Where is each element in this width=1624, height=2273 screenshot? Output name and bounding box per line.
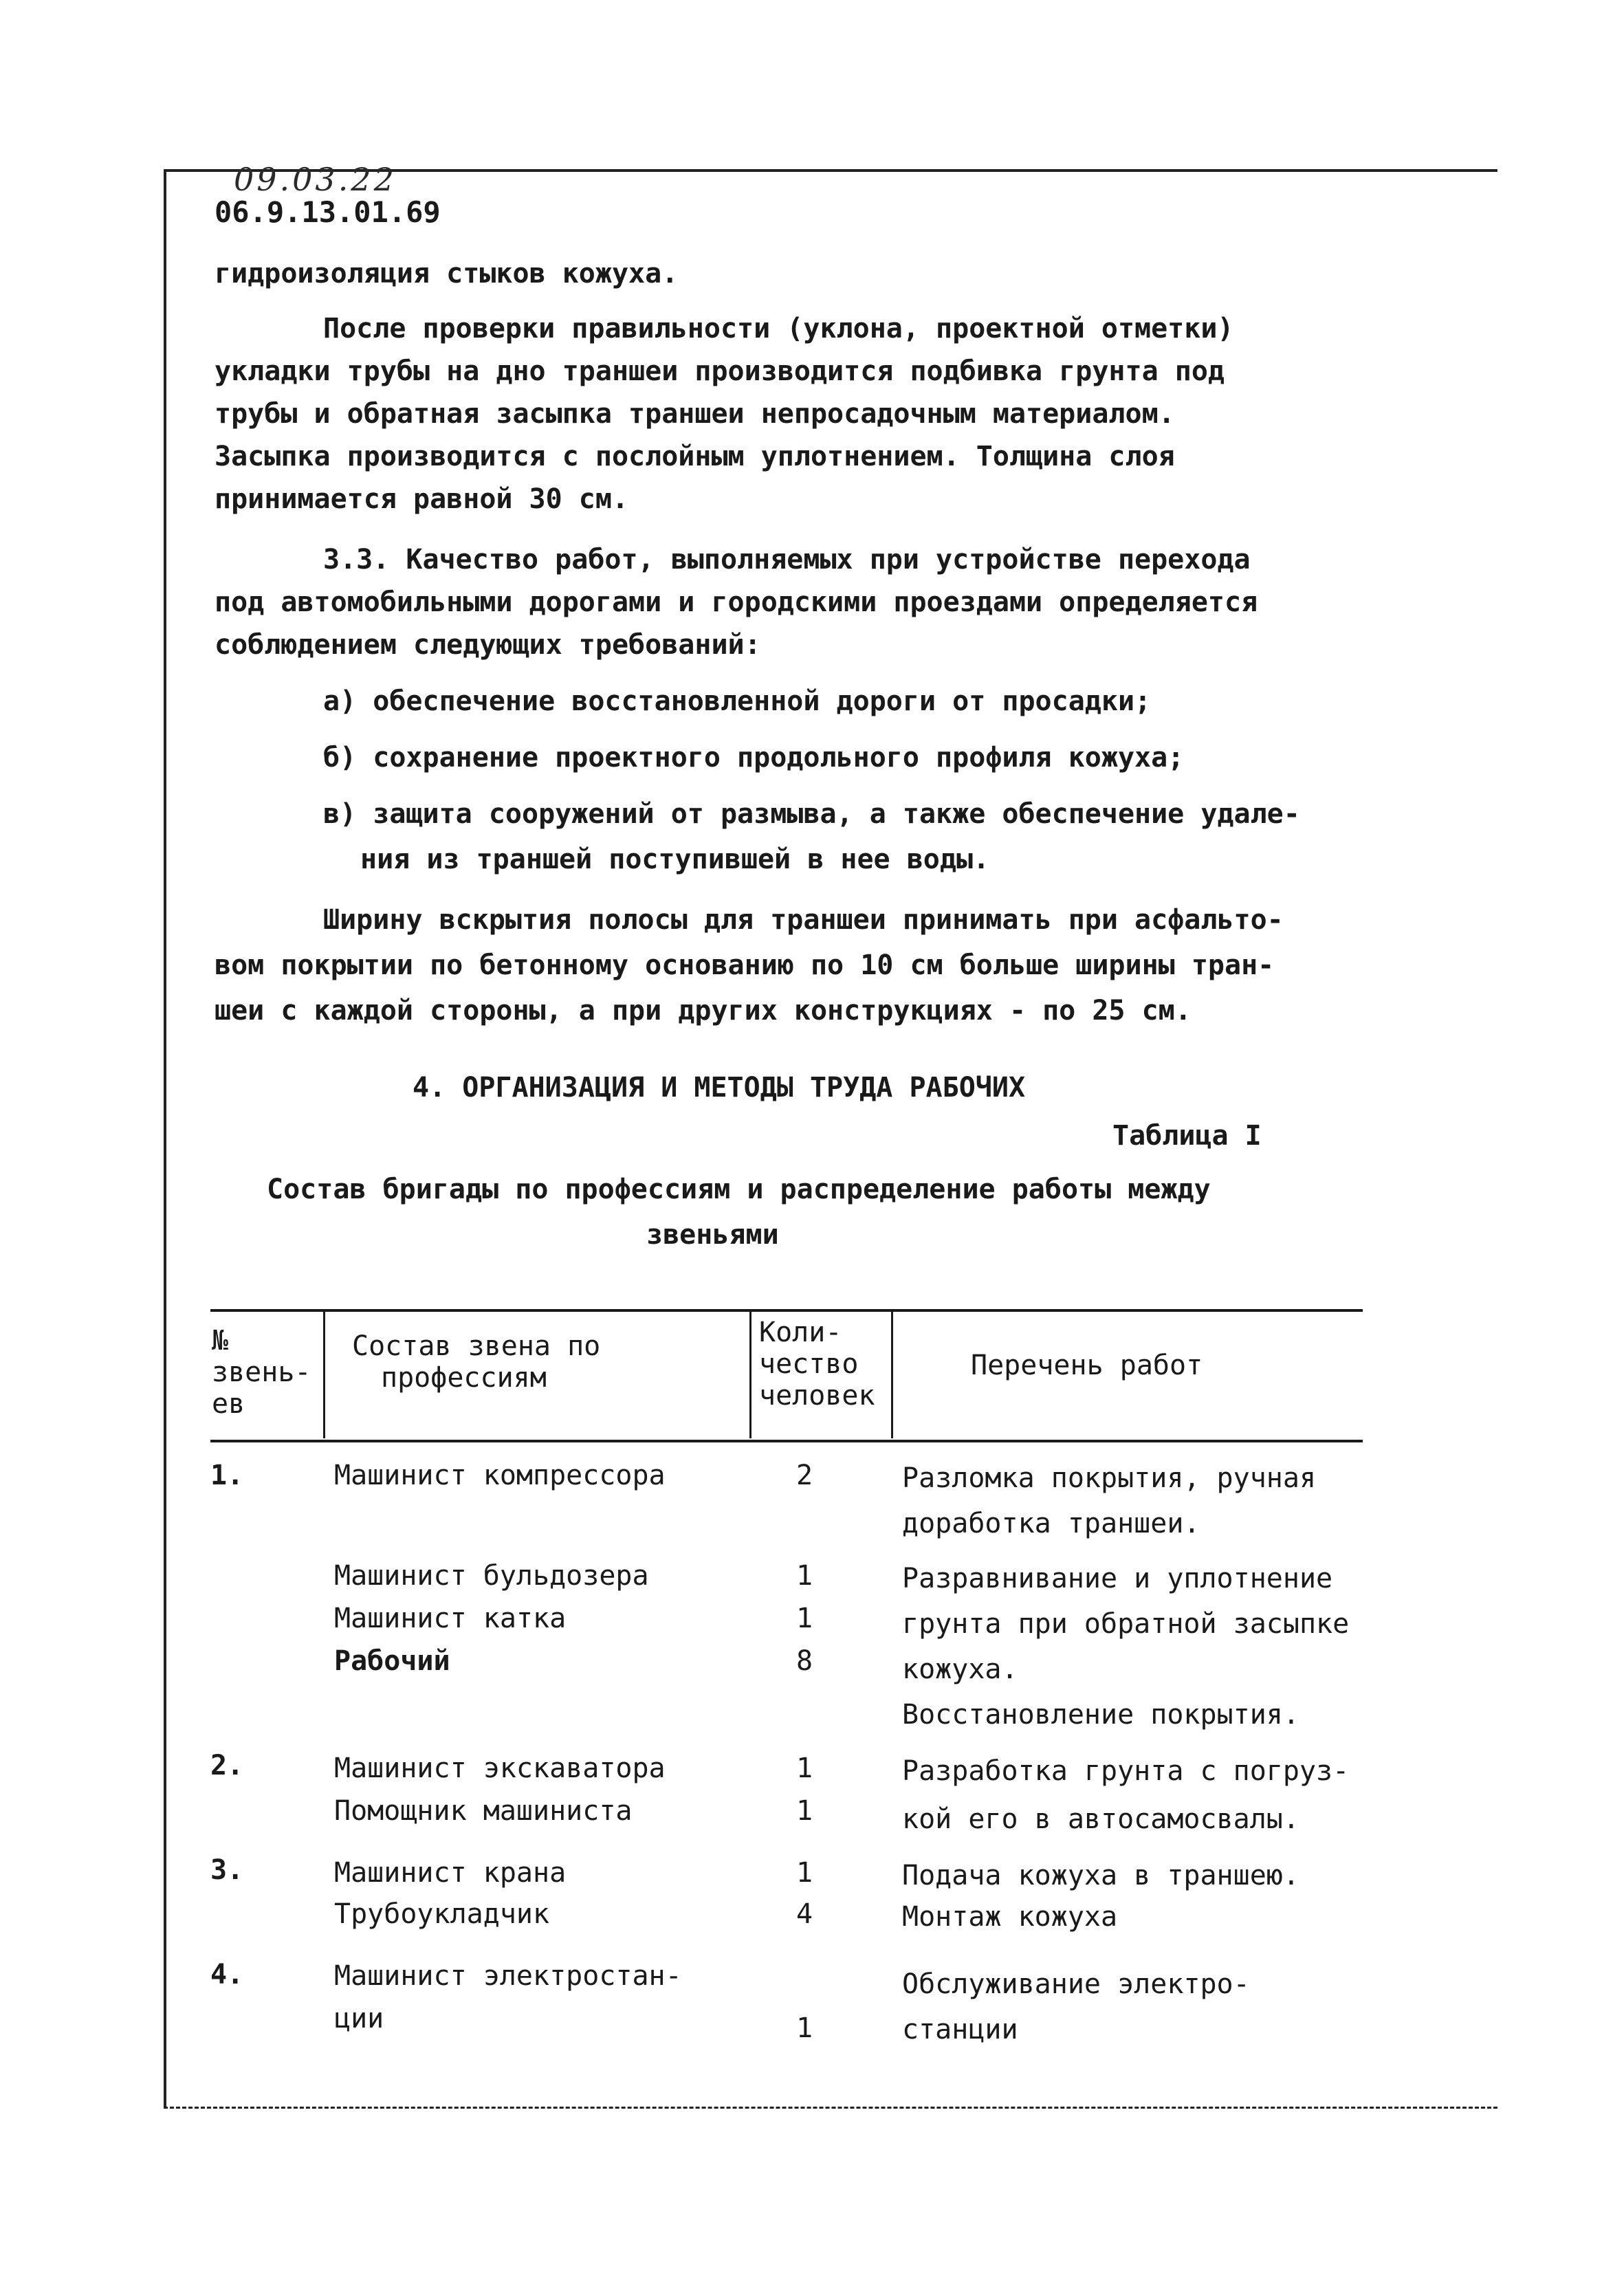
row-2-count-3: 8: [796, 1645, 813, 1677]
frame-left-line: [164, 169, 166, 2108]
paragraph-3-line-2: вом покрытии по бетонному основанию по 10 см больше ширины тран-: [215, 949, 1275, 981]
row-4-works-1: Подача кожуха в траншею.: [902, 1860, 1299, 1891]
row-5-staff-2: ции: [334, 2003, 384, 2034]
paragraph-2-line-2: под автомобильными дорогами и городскими проездами определяется: [215, 586, 1258, 618]
document-code: 06.9.13.01.69: [215, 195, 441, 229]
row-5-number: 4.: [210, 1959, 244, 1990]
row-1-count-1: 2: [796, 1460, 813, 1491]
list-item-b: б) сохранение проектного продольного профиля кожуха;: [323, 742, 1185, 773]
row-2-works-4: Восстановление покрытия.: [902, 1699, 1299, 1731]
row-3-works-1: Разработка грунта с погруз-: [902, 1755, 1350, 1787]
row-4-works-2: Монтаж кожуха: [902, 1901, 1118, 1933]
row-1-works-2: доработка траншеи.: [902, 1508, 1200, 1539]
row-5-count-2: 1: [796, 2012, 813, 2044]
row-4-staff-1: Машинист крана: [334, 1857, 567, 1889]
list-item-a: а) обеспечение восстановленной дороги от просадки;: [323, 685, 1152, 717]
list-item-c-line-1: в) защита сооружений от размыва, а также обеспечение удале-: [323, 798, 1300, 830]
row-2-works-1: Разравнивание и уплотнение: [902, 1563, 1333, 1594]
header-staff-line-2: профессиям: [381, 1362, 547, 1394]
header-count-line-1: Коли-: [759, 1317, 842, 1348]
header-number-line-2: звень-: [212, 1357, 311, 1388]
row-2-staff-3: Рабочий: [334, 1645, 450, 1677]
header-count-line-2: чество: [759, 1348, 859, 1380]
list-item-c-line-2: ния из траншей поступившей в нее воды.: [360, 844, 990, 875]
row-1-staff-1: Машинист компрессора: [334, 1460, 666, 1491]
row-3-staff-2: Помощник машиниста: [334, 1795, 633, 1827]
row-2-staff-1: Машинист бульдозера: [334, 1560, 649, 1592]
table-header-divider-2: [749, 1310, 751, 1438]
row-3-staff-1: Машинист экскаватора: [334, 1753, 666, 1784]
table-header-divider-1: [323, 1310, 325, 1438]
row-2-count-1: 1: [796, 1560, 813, 1592]
section-heading: 4. ОРГАНИЗАЦИЯ И МЕТОДЫ ТРУДА РАБОЧИХ: [413, 1072, 1026, 1103]
table-caption-line-1: Состав бригады по профессиям и распределение работы между: [267, 1174, 1211, 1205]
row-3-count-2: 1: [796, 1795, 813, 1827]
paragraph-1-line-3: трубы и обратная засыпка траншеи непросадочным материалом.: [215, 398, 1175, 430]
table-header-divider-3: [891, 1310, 893, 1438]
header-count-line-3: человек: [759, 1380, 875, 1412]
row-4-staff-2: Трубоукладчик: [334, 1898, 550, 1930]
handwritten-code: 09.03.22: [234, 161, 397, 198]
row-3-works-2: кой его в автосамосвалы.: [902, 1803, 1299, 1835]
row-4-count-1: 1: [796, 1857, 813, 1889]
header-staff-line-1: Состав звена по: [352, 1330, 601, 1362]
row-2-staff-2: Машинист катка: [334, 1603, 567, 1634]
paragraph-1-line-1: После проверки правильности (уклона, проектной отметки): [323, 313, 1234, 344]
paragraph-3-line-3: шеи с каждой стороны, а при других конструкциях - по 25 см.: [215, 995, 1192, 1026]
row-1-number: 1.: [210, 1460, 244, 1491]
table-caption-line-2: звеньями: [646, 1219, 779, 1251]
row-3-number: 2.: [210, 1750, 244, 1781]
row-3-count-1: 1: [796, 1753, 813, 1784]
row-2-works-3: кожуха.: [902, 1654, 1018, 1685]
row-5-works-1: Обслуживание электро-: [902, 1968, 1250, 2000]
table-label: Таблица I: [1112, 1120, 1262, 1152]
paragraph-3-line-1: Ширину вскрытия полосы для траншеи принимать при асфальто-: [323, 904, 1284, 936]
row-4-count-2: 4: [796, 1898, 813, 1930]
frame-bottom-line: [164, 2107, 1497, 2109]
table-header-rule: [210, 1440, 1363, 1442]
row-4-number: 3.: [210, 1854, 244, 1886]
row-5-works-2: станции: [902, 2014, 1018, 2045]
paragraph-1-line-5: принимается равной 30 см.: [215, 483, 629, 515]
paragraph-2-line-1: 3.3. Качество работ, выполняемых при устройстве перехода: [323, 544, 1251, 575]
row-2-count-2: 1: [796, 1603, 813, 1634]
row-1-works-1: Разломка покрытия, ручная: [902, 1462, 1317, 1494]
header-works: Перечень работ: [971, 1350, 1203, 1381]
row-5-staff-1: Машинист электростан-: [334, 1960, 682, 1992]
header-number-line-3: ев: [212, 1388, 245, 1420]
paragraph-2-line-3: соблюдением следующих требований:: [215, 629, 761, 661]
row-2-works-2: грунта при обратной засыпке: [902, 1608, 1350, 1640]
paragraph-1-line-2: укладки трубы на дно траншеи производится подбивка грунта под: [215, 355, 1225, 387]
header-number-line-1: №: [212, 1325, 229, 1357]
table-top-rule: [210, 1309, 1363, 1312]
paragraph-1-line-4: Засыпка производится с послойным уплотнением. Толщина слоя: [215, 441, 1175, 472]
paragraph-0: гидроизоляция стыков кожуха.: [215, 258, 679, 289]
